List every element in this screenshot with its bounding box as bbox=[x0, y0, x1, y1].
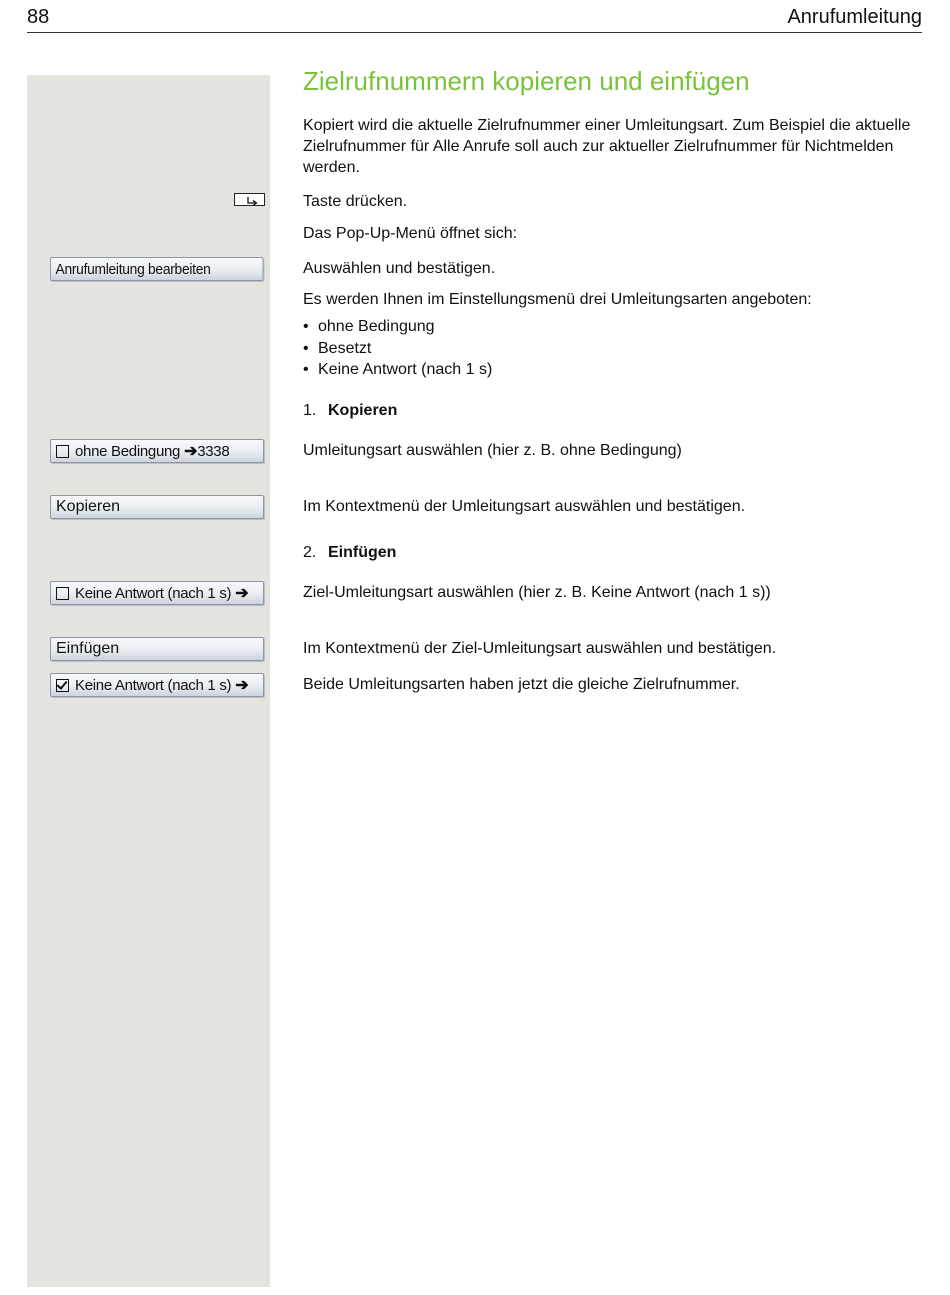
select-target-type-text: Ziel-Umleitungsart auswählen (hier z. B. Keine Antwort (nach 1 s)) bbox=[303, 584, 771, 601]
arrow-right-icon: ➔ bbox=[235, 677, 249, 694]
softkey-label: Keine Antwort (nach 1 s) bbox=[75, 676, 232, 694]
no-answer-checked-softkey[interactable] bbox=[50, 673, 264, 697]
paste-softkey[interactable] bbox=[50, 637, 264, 661]
section-title: Zielrufnummern kopieren und einfügen bbox=[303, 66, 750, 96]
call-forwarding-key-icon bbox=[234, 193, 265, 206]
select-type-text: Umleitungsart auswählen (hier z. B. ohne Bedingung) bbox=[303, 442, 682, 459]
copy-softkey[interactable] bbox=[50, 495, 264, 519]
page-number: 88 bbox=[27, 6, 50, 28]
arrow-right-icon: ➔ bbox=[184, 443, 198, 460]
chapter-title: Anrufumleitung bbox=[787, 6, 922, 28]
softkey-label: Anrufumleitung bearbeiten bbox=[55, 260, 211, 278]
forwarding-types-list bbox=[303, 316, 492, 381]
press-key-text: Taste drücken. bbox=[303, 193, 408, 210]
step-paste bbox=[303, 544, 396, 562]
edit-forwarding-softkey[interactable] bbox=[50, 257, 263, 281]
checkbox-icon bbox=[56, 445, 69, 458]
step-number: 1. bbox=[303, 402, 317, 419]
forward-number: 3338 bbox=[197, 442, 230, 460]
no-answer-softkey[interactable] bbox=[50, 581, 264, 605]
context-select-text: Im Kontextmenü der Umleitungsart auswählen und bestätigen. bbox=[303, 498, 746, 515]
context-target-select-text: Im Kontextmenü der Ziel-Umleitungsart auswählen und bestätigen. bbox=[303, 640, 777, 657]
softkey-label: ohne Bedingung bbox=[75, 442, 181, 460]
step-copy bbox=[303, 402, 397, 420]
offered-types-text: Es werden Ihnen im Einstellungsmenü drei Umleitungsarten angeboten: bbox=[303, 291, 812, 308]
result-text: Beide Umleitungsarten haben jetzt die gleiche Zielrufnummer. bbox=[303, 676, 740, 693]
softkey-label: Einfügen bbox=[56, 640, 120, 657]
list-item: • ohne Bedingung bbox=[303, 316, 492, 338]
arrow-right-icon: ➔ bbox=[235, 585, 249, 602]
softkey-label: Keine Antwort (nach 1 s) bbox=[75, 584, 232, 602]
list-item: • Keine Antwort (nach 1 s) bbox=[303, 359, 492, 381]
intro-paragraph: Kopiert wird die aktuelle Zielrufnummer einer Umleitungsart. Zum Beispiel die aktuelle Zielrufnummer für Alle Anrufe soll auch zur aktueller Zielrufnummer für Nichtmelden werden. bbox=[303, 117, 911, 176]
popup-opens-text: Das Pop-Up-Menü öffnet sich: bbox=[303, 225, 518, 242]
step-label: Einfügen bbox=[328, 544, 397, 561]
checkbox-icon bbox=[56, 587, 69, 600]
step-label: Kopieren bbox=[328, 402, 398, 419]
unconditional-softkey[interactable] bbox=[50, 439, 264, 463]
checked-checkbox-icon bbox=[56, 679, 69, 692]
step-number: 2. bbox=[303, 544, 317, 561]
list-item: • Besetzt bbox=[303, 338, 492, 360]
page-header bbox=[27, 6, 922, 33]
softkey-label: Kopieren bbox=[56, 498, 121, 515]
select-confirm-text: Auswählen und bestätigen. bbox=[303, 260, 496, 277]
